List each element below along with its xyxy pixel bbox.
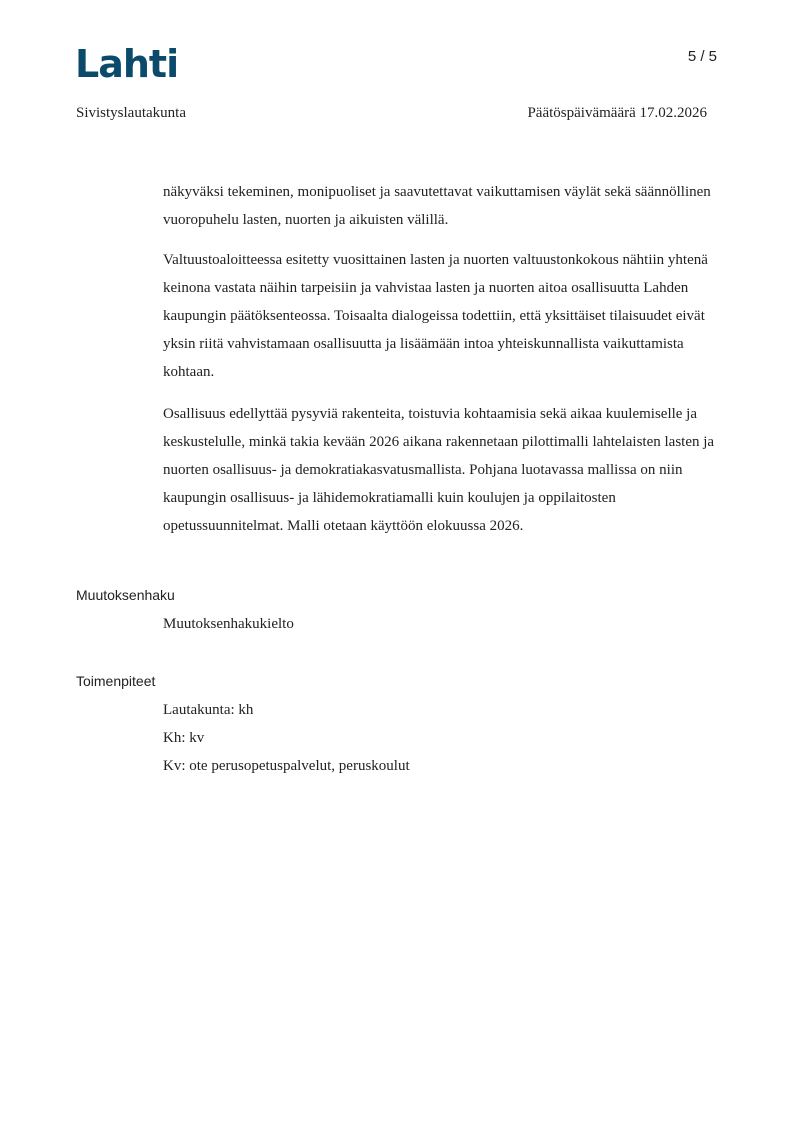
action-item: Lautakunta: kh: [163, 702, 254, 718]
organization-name: Sivistyslautakunta: [76, 105, 186, 121]
paragraph-text: Osallisuus edellyttää pysyviä rakenteita, toistuvia kohtaamisia sekä aikaa kuulemiselle ja keskustelulle, minkä takia kevään 2026 aikana rakennetaan pilottimalli lahtelaisten lasten ja nuorten osallisuus- ja demokratiakasvatusmallista. Pohjana luotavassa mallissa on niin kaupungin osallisuus- ja lähidemokratiamalli kuin koulujen ja oppilaitosten opetussuunnitelmat. Malli otetaan käyttöön elokuussa 2026.: [163, 406, 715, 534]
body-paragraph-2: [163, 246, 723, 386]
action-item: Kv: ote perusopetuspalvelut, peruskoulut: [163, 758, 410, 774]
appeal-heading: Muutoksenhaku: [76, 587, 175, 603]
action-item: Kh: kv: [163, 730, 205, 746]
page-number: 5 / 5: [687, 48, 717, 65]
appeal-text: Muutoksenhakukielto: [163, 616, 294, 632]
paragraph-text: näkyväksi tekeminen, monipuoliset ja saavutettavat vaikuttamisen väylät sekä säännöllinen vuoropuhelu lasten, nuorten ja aikuisten välillä.: [163, 184, 711, 228]
body-paragraph-1: [163, 178, 723, 234]
actions-heading: Toimenpiteet: [76, 673, 156, 689]
paragraph-text: Valtuustoaloitteessa esitetty vuosittainen lasten ja nuorten valtuustonkokous nähtiin yhtenä keinona vastata näihin tarpeisiin ja vahvistaa lasten ja nuorten aitoa osallisuutta Lahden kaupungin päätöksenteossa. Toisaalta dialogeissa todettiin, että yksittäiset tilaisuudet eivät yksin riitä vahvistamaan osallisuutta ja lisäämään intoa yhteiskunnallista vaikuttamista kohtaan.: [163, 252, 708, 380]
lahti-logo: Lahti: [75, 42, 179, 86]
body-paragraph-3: [163, 400, 723, 540]
decision-date: Päätöspäivämäärä 17.02.2026: [527, 105, 707, 121]
